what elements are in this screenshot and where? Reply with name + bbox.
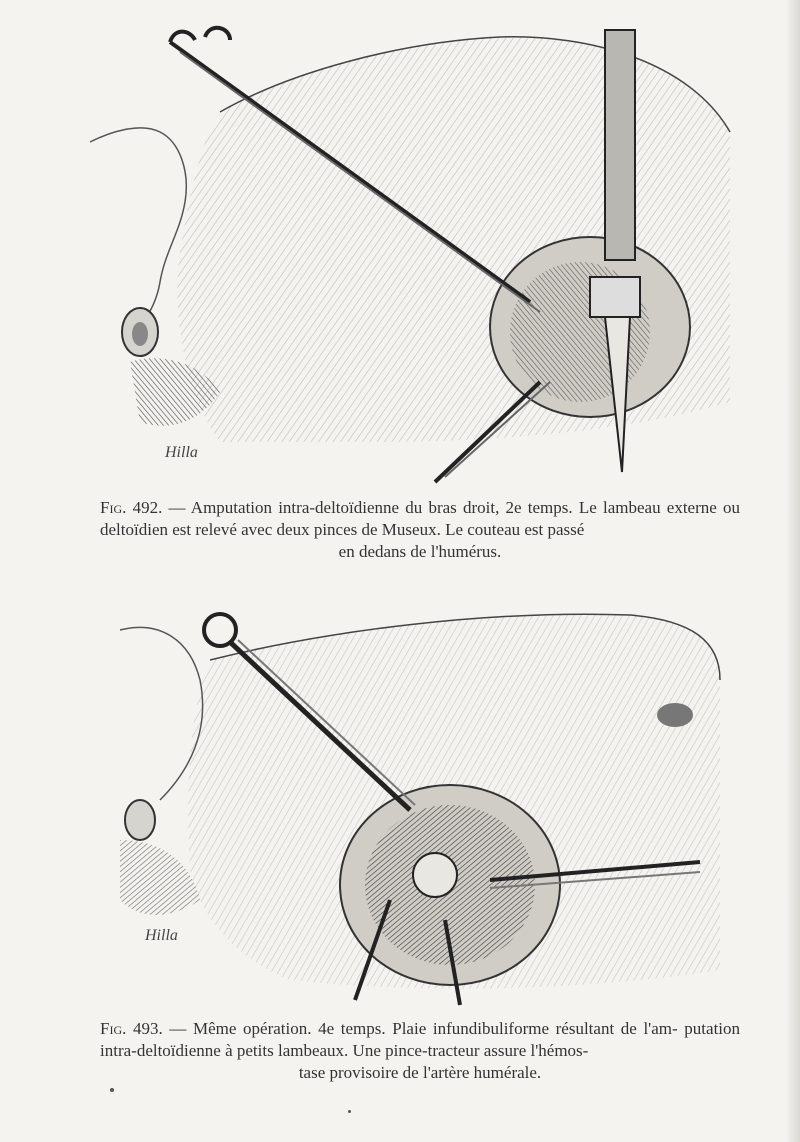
paper-speck bbox=[110, 1088, 114, 1092]
paper-speck bbox=[348, 1110, 351, 1113]
figure-492-drawing bbox=[70, 22, 760, 484]
figure-492-illustration bbox=[70, 22, 760, 484]
figure-493-illustration bbox=[70, 600, 760, 1010]
figure-493-drawing bbox=[70, 600, 760, 1010]
page-edge bbox=[786, 0, 800, 1142]
caption-line: tase provisoire de l'artère humérale. bbox=[298, 1063, 542, 1082]
fig-label: Fig. 493. bbox=[100, 1019, 163, 1038]
caption-fig492 bbox=[100, 497, 740, 563]
caption-line: — Amputation intra-deltoïdienne du bras droit, 2e temps. Le lambeau bbox=[168, 498, 661, 517]
caption-fig493 bbox=[100, 1018, 740, 1084]
signature-fig493: Hilla bbox=[145, 927, 178, 944]
caption-line: — Même opération. 4e temps. Plaie infundibuliforme résultant de l'am- bbox=[169, 1019, 678, 1038]
fig-label: Fig. 492. bbox=[100, 498, 163, 517]
caption-line: putation intra-deltoïdienne à petits lambeaux. Une pince-tracteur assure l'hémos- bbox=[100, 1019, 741, 1060]
caption-line: externe ou deltoïdien est relevé avec deux pinces de Museux. Le couteau est passé bbox=[100, 498, 741, 539]
signature-fig492: Hilla bbox=[165, 444, 198, 461]
caption-line: en dedans de l'humérus. bbox=[338, 542, 502, 561]
